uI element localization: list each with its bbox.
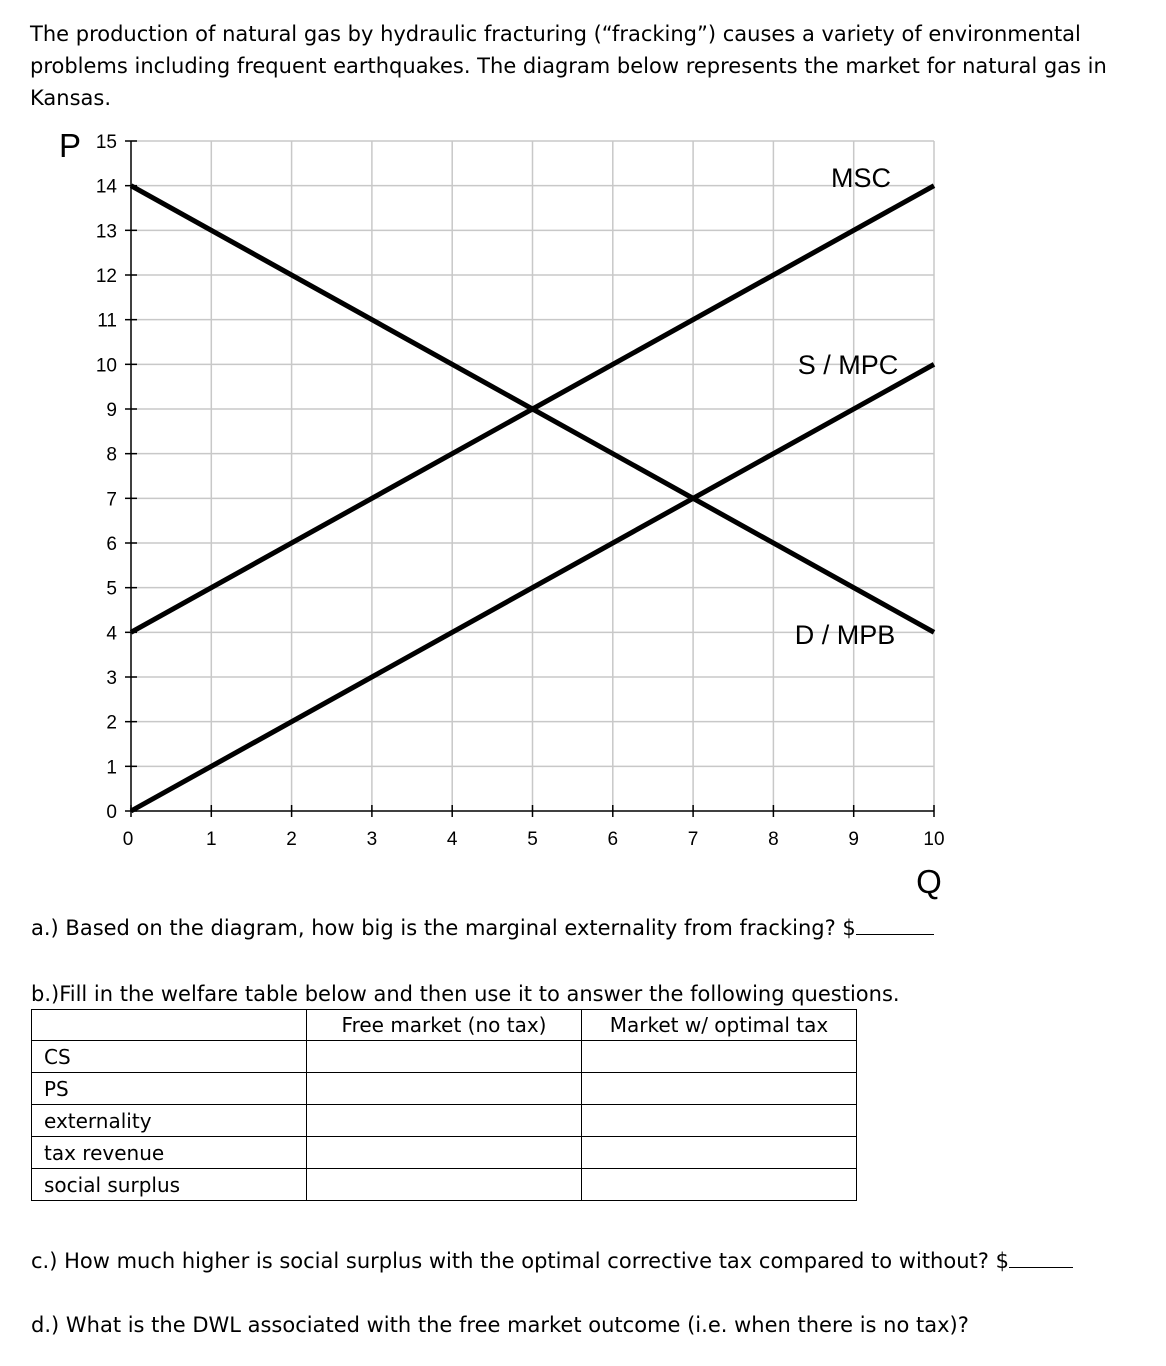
y-tick-label: 14 [95, 176, 117, 198]
answer-cell[interactable] [307, 1105, 582, 1137]
x-tick-label: 0 [122, 829, 134, 850]
row-label: externality [32, 1105, 307, 1137]
answer-cell[interactable] [582, 1073, 857, 1105]
table-row [32, 1169, 857, 1201]
intro-line-2: problems including frequent earthquakes. The diagram below represents the market for natural gas in [30, 54, 1107, 78]
y-tick-label: 2 [106, 712, 117, 734]
x-tick-label: 3 [366, 829, 378, 850]
answer-cell[interactable] [582, 1041, 857, 1073]
x-tick-label: 5 [527, 829, 538, 850]
y-tick-label: 4 [106, 623, 117, 645]
x-axis-title: Q [916, 863, 942, 900]
x-tick-label: 7 [687, 829, 699, 850]
y-tick-label: 13 [95, 221, 117, 243]
answer-cell[interactable] [307, 1073, 582, 1105]
y-axis-title: P [58, 130, 82, 164]
table-header-row [32, 1010, 857, 1041]
y-tick-label: 15 [95, 132, 117, 153]
row-label: social surplus [32, 1169, 307, 1201]
question-a-text: a.) Based on the diagram, how big is the marginal externality from fracking? $ [31, 916, 856, 940]
answer-cell[interactable] [307, 1137, 582, 1169]
question-d: d.) What is the DWL associated with the free market outcome (i.e. when there is no tax)? [31, 1313, 969, 1337]
x-tick-label: 1 [206, 829, 217, 850]
answer-blank-c [1009, 1249, 1073, 1268]
y-tick-label: 12 [95, 266, 117, 287]
question-c [31, 1249, 1073, 1273]
answer-cell[interactable] [307, 1169, 582, 1201]
question-a [31, 916, 934, 940]
row-label: PS [32, 1073, 307, 1105]
question-c-text: c.) How much higher is social surplus with the optimal corrective tax compared to without? $ [31, 1249, 1009, 1273]
y-tick-label: 6 [106, 534, 117, 555]
welfare-table [31, 1009, 857, 1201]
table-row [32, 1073, 857, 1105]
y-tick-label: 5 [106, 578, 117, 600]
market-diagram [0, 130, 1166, 910]
intro-line-3: Kansas. [30, 86, 112, 110]
y-tick-label: 11 [97, 310, 117, 332]
table-row [32, 1041, 857, 1073]
x-tick-label: 8 [768, 829, 779, 850]
x-tick-label: 4 [446, 829, 458, 850]
row-label: tax revenue [32, 1137, 307, 1169]
answer-cell[interactable] [582, 1169, 857, 1201]
table-row [32, 1137, 857, 1169]
series-label: D / MPB [794, 620, 896, 650]
y-tick-label: 3 [106, 668, 117, 689]
row-label: CS [32, 1041, 307, 1073]
x-tick-label: 9 [848, 829, 859, 850]
series-label: S / MPC [797, 350, 899, 380]
table-header-blank [32, 1010, 307, 1041]
x-tick-label: 6 [607, 829, 619, 850]
x-tick-label: 10 [923, 829, 945, 850]
y-tick-label: 8 [106, 444, 117, 466]
answer-cell[interactable] [582, 1105, 857, 1137]
y-tick-label: 1 [106, 757, 117, 779]
series-label: MSC [831, 163, 891, 193]
intro-line-1: The production of natural gas by hydraulic fracturing (“fracking”) causes a variety of environmental [30, 22, 1081, 46]
answer-cell[interactable] [582, 1137, 857, 1169]
question-b: b.)Fill in the welfare table below and then use it to answer the following questions. [31, 982, 900, 1006]
y-tick-label: 9 [106, 400, 117, 421]
table-row [32, 1105, 857, 1137]
x-tick-label: 2 [286, 829, 297, 850]
y-tick-label: 0 [106, 802, 117, 823]
table-header-cell: Free market (no tax) [307, 1010, 582, 1041]
answer-cell[interactable] [307, 1041, 582, 1073]
y-tick-label: 7 [106, 489, 117, 511]
answer-blank-a [856, 916, 934, 935]
table-header-cell: Market w/ optimal tax [582, 1010, 857, 1041]
y-tick-label: 10 [95, 355, 117, 377]
intro-text [30, 18, 1140, 114]
